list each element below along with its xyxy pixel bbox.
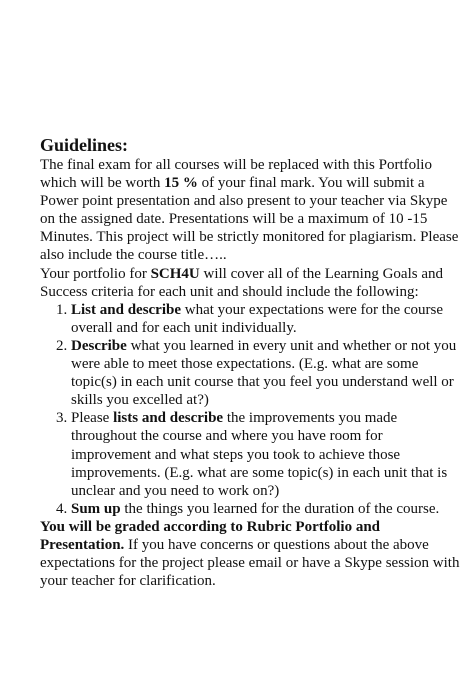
closing-text: If you have concerns or questions about the above expectations for the project please email or have a Skype session with your teacher for clarification.	[40, 536, 460, 590]
portfolio-text-2: will cover all of the Learning Goals and Success criteria for each unit and should include the following:	[40, 265, 444, 300]
grading-statement: You will be graded according to Rubric Portfolio and Presentation.	[40, 518, 380, 553]
list-item	[71, 301, 460, 337]
list-item-text: the improvements you made throughout the course and where you have room for improvement and what steps you took to achieve those improvements. (E.g. what are some topic(s) in each unit that is unclear and you need to work on?)	[71, 410, 448, 499]
list-item-keyword: lists and describe	[113, 410, 224, 427]
list-item-keyword: List and describe	[71, 301, 182, 318]
list-item	[71, 409, 460, 499]
intro-paragraph	[40, 156, 460, 265]
list-item-text: what your expectations were for the course overall and for each unit individually.	[71, 301, 443, 336]
list-item-prefix: Please	[71, 410, 114, 427]
list-item-text: what you learned in every unit and whether or not you were able to meet those expectations. (E.g. what are some topic(s) in each unit course that you feel you understand well or skills you excelled at?)	[71, 337, 457, 409]
list-item-text: the things you learned for the duration of the course.	[120, 500, 440, 517]
list-item	[71, 500, 460, 518]
list-item-keyword: Describe	[71, 337, 127, 354]
list-item	[71, 337, 460, 409]
intro-text-2: of your final mark. You will submit a Power point presentation and also present to your teacher via Skype on the assigned date. Presentations will be a maximum of 10 -15 Minutes. This project will be strictly monitored for plagiarism. Please also include the course title…..	[40, 175, 459, 264]
course-code: SCH4U	[150, 265, 200, 282]
document-body	[40, 134, 460, 590]
portfolio-text-1: Your portfolio for	[40, 265, 151, 282]
closing-paragraph	[40, 518, 460, 590]
intro-weight: 15 %	[164, 175, 198, 192]
intro-text-1: The final exam for all courses will be replaced with this Portfolio which will be worth	[40, 157, 432, 192]
requirements-list	[40, 301, 460, 518]
guidelines-heading: Guidelines:	[40, 135, 129, 155]
portfolio-paragraph	[40, 265, 460, 301]
list-item-keyword: Sum up	[71, 500, 121, 517]
